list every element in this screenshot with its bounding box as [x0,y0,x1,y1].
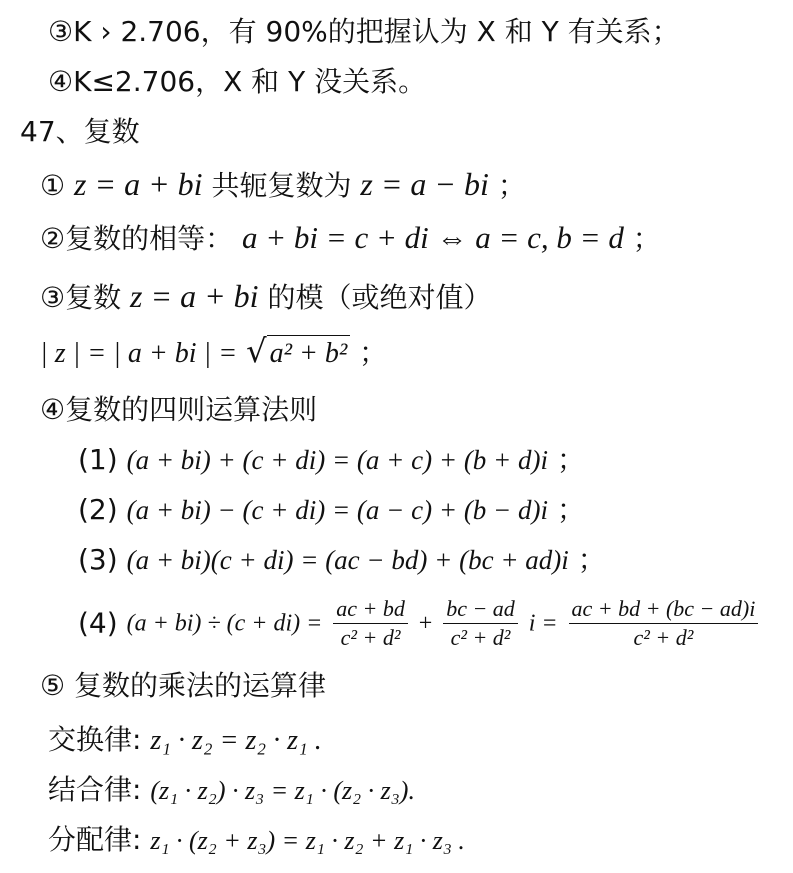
line-k-greater: ③K › 2.706，有 90%的把握认为 X 和 Y 有关系； [48,15,680,48]
law-label: 交换律: [48,723,142,756]
semicolon: ； [556,443,585,476]
rule-addition [78,443,585,476]
modulus-heading-line [40,280,491,312]
rule-label: (4) [78,606,118,640]
equality-line [40,222,661,253]
semicolon: ； [556,493,585,526]
semicolon: ； [359,336,388,369]
semicolon: ； [632,222,661,255]
law-label: 分配律: [48,823,142,856]
fraction-imag [443,598,518,649]
fraction-combined [569,598,759,649]
fraction-denominator: c² + d² [450,625,511,650]
fraction-numerator: ac + bd [333,598,408,624]
law-formula: z₁ · (z₂ + z₃) = z₁ · z₂ + z₁ · z₃ . [150,826,465,855]
law-commutative [48,723,322,756]
rule-label: (1) [78,443,118,476]
modulus-complex-form: z = a + bi [130,278,259,314]
law-associative [48,773,415,806]
rule-formula: (a + bi)(c + di) = (ac − bd) + (bc + ad)i [126,545,569,575]
rule-formula: (a + bi) + (c + di) = (a + c) + (b + d)i [126,445,549,475]
rule-subtraction [78,493,585,526]
modulus-left: | z | = | a + bi | = [40,338,238,369]
item-marker: ① [40,169,66,202]
semicolon: ； [497,169,526,202]
conjugate-line [40,168,526,200]
square-root [246,332,350,370]
line-k-less: ④K≤2.706，X 和 Y 没关系。 [48,65,427,98]
plus-sign: + [418,610,433,637]
fraction-denominator: c² + d² [633,625,694,650]
rule-formula: (a + bi) − (c + di) = (a − c) + (b − d)i [126,495,549,525]
law-label: 结合律: [48,773,142,806]
conjugate-form: z = a − bi [360,166,489,202]
rule-label: (3) [78,543,118,576]
fraction-numerator: bc − ad [443,598,518,624]
semicolon: ； [577,543,606,576]
division-left: (a + bi) ÷ (c + di) = [126,610,323,637]
conjugate-text: 共轭复数为 [211,169,352,202]
modulus-formula-line [40,332,388,370]
fraction-numerator: ac + bd + (bc − ad)i [569,598,759,624]
law-distributive [48,823,465,856]
modulus-text-2: 的模（或绝对值） [267,281,492,314]
modulus-text-1: ③复数 [40,281,122,314]
law-formula: z₁ · z₂ = z₂ · z₁ . [150,725,322,756]
imag-unit-equals: i = [528,610,558,637]
complex-form: z = a + bi [74,166,203,202]
equality-text: ②复数的相等： [40,222,234,255]
radical-sign-icon: √ [246,332,267,370]
fraction-denominator: c² + d² [340,625,401,650]
section-heading: 47、复数 [20,115,140,148]
rule-multiplication [78,543,606,576]
rule-division [78,598,760,649]
law-formula: (z₁ · z₂) · z₃ = z₁ · (z₂ · z₃). [150,776,415,805]
mult-laws-title: ⑤ 复数的乘法的运算律 [40,669,327,702]
equality-formula: a + bi = c + di ⇔ a = c, b = d [242,220,624,255]
radicand: a² + b² [267,335,351,369]
rule-label: (2) [78,493,118,526]
fraction-real [333,598,408,649]
arith-rules-title: ④复数的四则运算法则 [40,393,318,426]
